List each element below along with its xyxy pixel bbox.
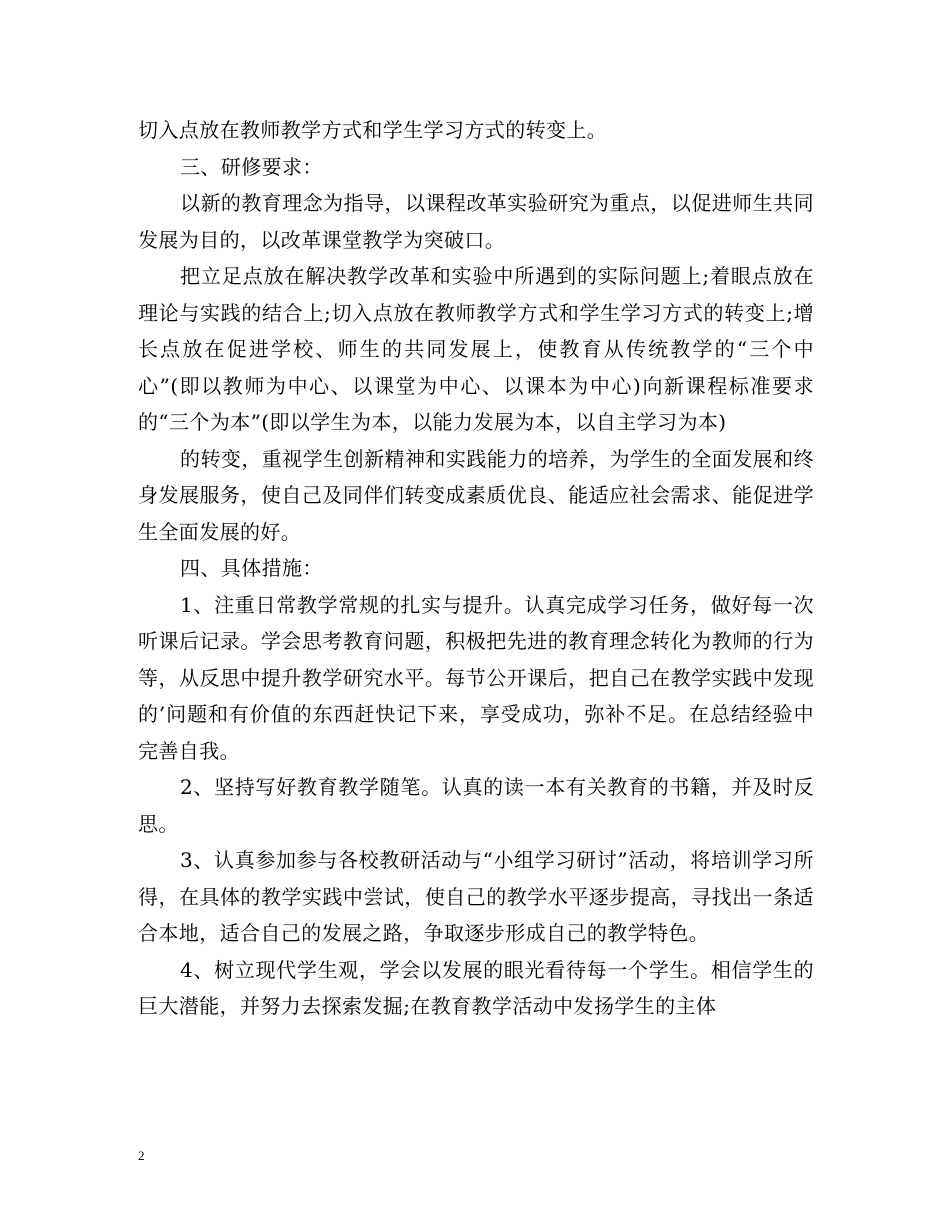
paragraph-3: 以新的教育理念为指导，以课程改革实验研究为重点，以促进师生共同发展为目的，以改革课堂教学为突破口。 (138, 191, 814, 252)
page-number: 2 (138, 1148, 145, 1163)
paragraph-5: 的转变，重视学生创新精神和实践能力的培养，为学生的全面发展和终身发展服务，使自己及同伴们转变成素质优良、能适应社会需求、能促进学生全面发展的好。 (138, 446, 814, 544)
document-body (138, 112, 814, 1025)
paragraph-1: 切入点放在教师教学方式和学生学习方式的转变上。 (138, 118, 608, 142)
heading-section-4: 四、具体措施： (180, 556, 323, 580)
paragraph-4: 把立足点放在解决教学改革和实验中所遇到的实际问题上;着眼点放在理论与实践的结合上;切入点放在教师教学方式和学生学习方式的转变上;增长点放在促进学校、师生的共同发展上，使教育从传统教学的“三个中心”(即以教师为中心、以课堂为中心、以课本为中心)向新课程标准要求的“三个为本”(即以学生为本，以能力发展为本，以自主学习为本) (138, 264, 814, 434)
heading-section-3: 三、研修要求： (180, 154, 323, 179)
measure-item-1: 1、注重日常教学常规的扎实与提升。认真完成学习任务，做好每一次听课后记录。学会思考教育问题，积极把先进的教育理念转化为教师的行为等，从反思中提升教学研究水平。每节公开课后，把自己在教学实践中发现的’问题和有价值的东西赶快记下来，享受成功，弥补不足。在总结经验中完善自我。 (138, 592, 814, 763)
measure-item-4: 4、树立现代学生观，学会以发展的眼光看待每一个学生。相信学生的巨大潜能，并努力去探索发掘;在教育教学活动中发扬学生的主体 (138, 957, 814, 1018)
measure-item-2: 2、坚持写好教育教学随笔。认真的读一本有关教育的书籍，并及时反思。 (138, 775, 814, 836)
measure-item-3: 3、认真参加参与各校教研活动与“小组学习研讨”活动，将培训学习所得，在具体的教学实践中尝试，使自己的教学水平逐步提高，寻找出一条适合本地，适合自己的发展之路，争取逐步形成自己的教学特色。 (138, 848, 814, 945)
